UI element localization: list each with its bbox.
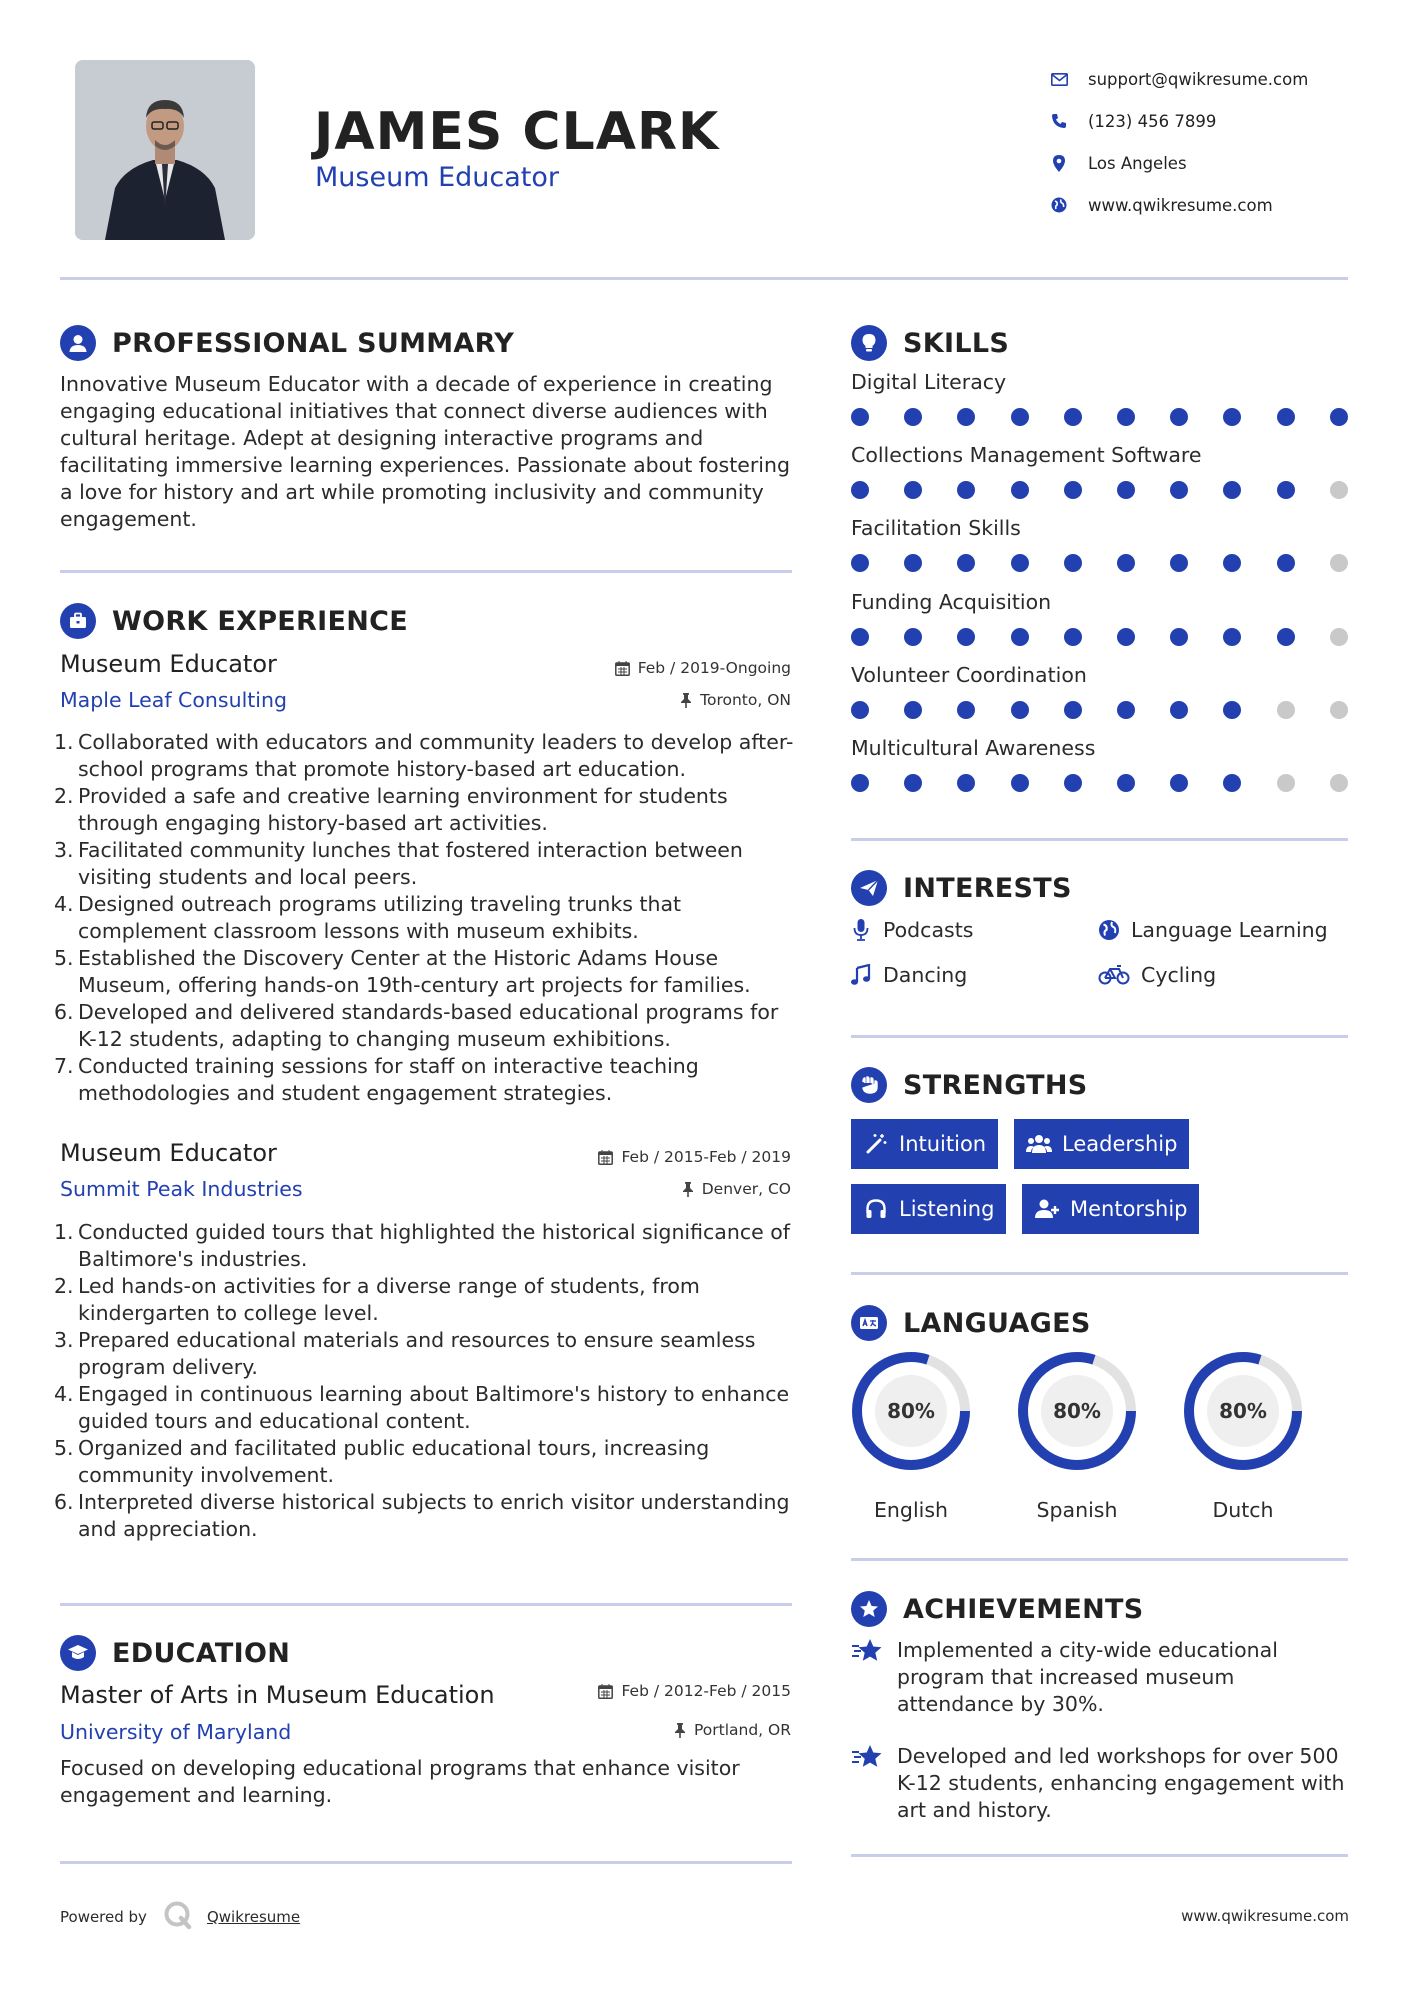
rating-dot-filled bbox=[1064, 408, 1082, 426]
bullet-number: 7. bbox=[54, 1054, 74, 1078]
rating-dot-filled bbox=[1011, 554, 1029, 572]
rating-dot-filled bbox=[851, 701, 869, 719]
envelope-icon bbox=[1050, 70, 1068, 88]
interests-title: INTERESTS bbox=[903, 872, 1072, 904]
bullet-item bbox=[54, 1435, 800, 1489]
bullet-number: 5. bbox=[54, 1436, 74, 1460]
rating-dot-filled bbox=[1330, 408, 1348, 426]
rating-dot-filled bbox=[957, 408, 975, 426]
language-item bbox=[848, 1348, 974, 1522]
footer-website[interactable]: www.qwikresume.com bbox=[1181, 1907, 1349, 1925]
footer-brand-link[interactable]: Qwikresume bbox=[206, 1908, 301, 1926]
bullet-item bbox=[54, 729, 800, 783]
pushpin-icon bbox=[680, 693, 692, 708]
language-name: English bbox=[873, 1498, 949, 1522]
bullet-text: Interpreted diverse historical subjects to enrich visitor understanding and appreciation. bbox=[78, 1490, 790, 1541]
language-name: Dutch bbox=[1212, 1498, 1274, 1522]
rating-dot-filled bbox=[1064, 701, 1082, 719]
language-percent: 80% bbox=[1219, 1399, 1267, 1423]
interest-cycling-label: Cycling bbox=[1141, 963, 1217, 987]
strength-mentorship bbox=[1022, 1184, 1199, 1234]
rating-dot-filled bbox=[957, 628, 975, 646]
rating-dot-filled bbox=[851, 408, 869, 426]
strengths-heading bbox=[851, 1067, 1088, 1103]
job-2-company: Summit Peak Industries bbox=[60, 1177, 303, 1201]
rating-dot-filled bbox=[851, 628, 869, 646]
rating-dot-filled bbox=[904, 481, 922, 499]
bicycle-icon bbox=[1097, 963, 1131, 987]
interest-podcasts-label: Podcasts bbox=[883, 918, 974, 942]
rating-dot-filled bbox=[1117, 408, 1135, 426]
language-percent: 80% bbox=[1053, 1399, 1101, 1423]
microphone-icon bbox=[849, 918, 873, 942]
qwikresume-logo-icon bbox=[163, 1900, 193, 1934]
education-date-text: Feb / 2012-Feb / 2015 bbox=[621, 1682, 791, 1700]
calendar-icon bbox=[615, 661, 630, 676]
strength-intuition bbox=[851, 1119, 998, 1169]
strength-leadership bbox=[1014, 1119, 1189, 1169]
rating-dot-filled bbox=[1170, 408, 1188, 426]
headphones-icon bbox=[863, 1196, 889, 1222]
bullet-item bbox=[54, 945, 800, 999]
contact-website-text: www.qwikresume.com bbox=[1088, 195, 1273, 215]
rating-dot-filled bbox=[957, 554, 975, 572]
rating-dot-filled bbox=[1223, 628, 1241, 646]
rating-dot-filled bbox=[851, 774, 869, 792]
summary-title: PROFESSIONAL SUMMARY bbox=[112, 327, 515, 359]
contact-location bbox=[1050, 142, 1308, 184]
rating-dot-filled bbox=[1011, 774, 1029, 792]
contact-website[interactable] bbox=[1050, 184, 1308, 226]
rating-dot-filled bbox=[1170, 774, 1188, 792]
achievement-text: Developed and led workshops for over 500 K-12 students, enhancing engagement with art and history. bbox=[897, 1744, 1345, 1822]
bullet-text: Conducted training sessions for staff on interactive teaching methodologies and student engagement strategies. bbox=[78, 1054, 699, 1105]
rating-dot-filled bbox=[957, 774, 975, 792]
skill-name: Multicultural Awareness bbox=[851, 736, 1096, 760]
rating-dot-filled bbox=[1223, 481, 1241, 499]
skill-name: Facilitation Skills bbox=[851, 516, 1021, 541]
language-item bbox=[1180, 1348, 1306, 1522]
bullet-text: Facilitated community lunches that fostered interaction between visiting students and local peers. bbox=[78, 838, 743, 889]
job-2-title: Museum Educator bbox=[60, 1139, 277, 1167]
interest-podcasts bbox=[849, 918, 973, 942]
bullet-text: Organized and facilitated public educational tours, increasing community involvement. bbox=[78, 1436, 710, 1487]
calendar-icon bbox=[598, 1150, 613, 1165]
rating-dot-filled bbox=[1223, 774, 1241, 792]
calendar-icon bbox=[598, 1684, 613, 1699]
rating-dot-filled bbox=[904, 701, 922, 719]
bullet-item bbox=[54, 1489, 800, 1543]
globe-icon bbox=[1050, 196, 1068, 214]
rating-dot-filled bbox=[1117, 481, 1135, 499]
magic-wand-icon bbox=[863, 1131, 889, 1157]
skill-name: Digital Literacy bbox=[851, 370, 1007, 394]
rating-dot-filled bbox=[1277, 408, 1295, 426]
skill-name: Collections Management Software bbox=[851, 443, 1202, 468]
strengths-divider bbox=[851, 1272, 1348, 1275]
rating-dot-filled bbox=[1277, 628, 1295, 646]
contact-location-text: Los Angeles bbox=[1088, 153, 1187, 173]
rating-dot-filled bbox=[1011, 628, 1029, 646]
candidate-name: JAMES CLARK bbox=[314, 102, 720, 162]
education-school: University of Maryland bbox=[60, 1720, 292, 1744]
interests-heading bbox=[851, 870, 1072, 906]
users-icon bbox=[1026, 1131, 1052, 1157]
skills-heading bbox=[851, 325, 1009, 361]
profile-photo bbox=[75, 60, 255, 240]
map-pin-icon bbox=[1050, 154, 1068, 172]
pushpin-icon bbox=[674, 1723, 686, 1738]
job-2-location-text: Denver, CO bbox=[701, 1180, 791, 1198]
contact-email-text: support@qwikresume.com bbox=[1088, 69, 1309, 89]
rating-dot-empty bbox=[1330, 701, 1348, 719]
summary-text: Innovative Museum Educator with a decade of experience in creating engaging educational initiatives that connect diverse audiences with cultural heritage. Adept at designing interactive programs and facilitating immersive learning experiences. Passionate about fostering a love for history and art while promoting inclusivity and community engagement. bbox=[60, 372, 790, 531]
bullet-item bbox=[54, 891, 800, 945]
achievement-item bbox=[851, 1743, 1345, 1824]
strength-mentorship-label: Mentorship bbox=[1070, 1197, 1188, 1221]
bullet-item bbox=[54, 1219, 800, 1273]
bullet-number: 2. bbox=[54, 1274, 74, 1298]
star-icon bbox=[851, 1743, 883, 1771]
bullet-text: Collaborated with educators and community leaders to develop after-school programs that promote history-based art education. bbox=[78, 730, 794, 781]
rating-dot-filled bbox=[1170, 554, 1188, 572]
rating-dot-filled bbox=[1064, 481, 1082, 499]
education-title: EDUCATION bbox=[112, 1637, 291, 1669]
achievement-text: Implemented a city-wide educational program that increased museum attendance by 30%. bbox=[897, 1638, 1278, 1716]
interest-language-learning bbox=[1097, 918, 1328, 942]
rating-dot-empty bbox=[1277, 774, 1295, 792]
award-icon bbox=[851, 1591, 887, 1627]
achievements-divider bbox=[851, 1854, 1348, 1857]
language-item bbox=[1014, 1348, 1140, 1522]
rating-dot-filled bbox=[1170, 481, 1188, 499]
powered-by-text: Powered by bbox=[60, 1908, 147, 1926]
contact-block bbox=[1050, 58, 1308, 226]
strength-leadership-label: Leadership bbox=[1062, 1132, 1178, 1156]
bullet-number: 4. bbox=[54, 1382, 74, 1406]
work-title: WORK EXPERIENCE bbox=[112, 605, 408, 637]
rating-dot-filled bbox=[904, 628, 922, 646]
bullet-text: Engaged in continuous learning about Baltimore's history to enhance guided tours and educational content. bbox=[78, 1382, 790, 1433]
interest-language-learning-label: Language Learning bbox=[1131, 918, 1328, 942]
skill-rating bbox=[851, 408, 1356, 428]
skill-rating bbox=[851, 628, 1356, 648]
bullet-item bbox=[54, 1273, 800, 1327]
education-heading bbox=[60, 1635, 290, 1671]
briefcase-icon bbox=[60, 603, 96, 639]
job-2-date bbox=[598, 1148, 791, 1166]
bullet-number: 4. bbox=[54, 892, 74, 916]
strength-intuition-label: Intuition bbox=[899, 1132, 987, 1156]
skill-rating bbox=[851, 481, 1356, 501]
rating-dot-empty bbox=[1330, 774, 1348, 792]
rating-dot-filled bbox=[1223, 701, 1241, 719]
phone-icon bbox=[1050, 112, 1068, 130]
job-2-date-text: Feb / 2015-Feb / 2019 bbox=[621, 1148, 791, 1166]
education-date bbox=[598, 1682, 791, 1700]
rating-dot-filled bbox=[1011, 481, 1029, 499]
bullet-number: 2. bbox=[54, 784, 74, 808]
job-2-bullets bbox=[54, 1219, 800, 1543]
bullet-number: 6. bbox=[54, 1490, 74, 1514]
contact-phone-text: (123) 456 7899 bbox=[1088, 111, 1217, 131]
header-divider bbox=[60, 277, 1348, 280]
globe-icon bbox=[1097, 918, 1121, 942]
bullet-number: 5. bbox=[54, 946, 74, 970]
strength-listening bbox=[851, 1184, 1006, 1234]
achievements-title: ACHIEVEMENTS bbox=[903, 1593, 1144, 1625]
rating-dot-filled bbox=[1117, 628, 1135, 646]
languages-heading bbox=[851, 1305, 1091, 1341]
rating-dot-filled bbox=[1064, 554, 1082, 572]
rating-dot-filled bbox=[957, 701, 975, 719]
skills-divider bbox=[851, 838, 1348, 841]
interest-dancing-label: Dancing bbox=[883, 963, 968, 987]
fist-icon bbox=[851, 1067, 887, 1103]
work-heading bbox=[60, 603, 408, 639]
rating-dot-filled bbox=[1117, 554, 1135, 572]
achievement-item bbox=[851, 1637, 1345, 1718]
education-location bbox=[674, 1721, 791, 1739]
interest-cycling bbox=[1097, 963, 1216, 987]
job-1-bullets bbox=[54, 729, 800, 1107]
rating-dot-filled bbox=[1011, 701, 1029, 719]
job-2-location bbox=[682, 1180, 791, 1198]
rating-dot-filled bbox=[1011, 408, 1029, 426]
interests-divider bbox=[851, 1035, 1348, 1038]
graduation-icon bbox=[60, 1635, 96, 1671]
music-note-icon bbox=[849, 963, 873, 987]
bullet-number: 6. bbox=[54, 1000, 74, 1024]
bullet-item bbox=[54, 1327, 800, 1381]
education-location-text: Portland, OR bbox=[693, 1721, 791, 1739]
skill-name: Volunteer Coordination bbox=[851, 662, 1087, 687]
rating-dot-filled bbox=[1277, 554, 1295, 572]
rating-dot-filled bbox=[957, 481, 975, 499]
footer-powered-by bbox=[60, 1900, 300, 1934]
rating-dot-filled bbox=[851, 481, 869, 499]
bullet-item bbox=[54, 1381, 800, 1435]
bullet-text: Designed outreach programs utilizing traveling trunks that complement classroom lessons with museum exhibits. bbox=[78, 892, 682, 943]
bullet-text: Led hands-on activities for a diverse range of students, from kindergarten to college level. bbox=[78, 1274, 700, 1325]
job-1-date bbox=[615, 659, 791, 677]
rating-dot-filled bbox=[1064, 628, 1082, 646]
education-text: Focused on developing educational programs that enhance visitor engagement and learning. bbox=[60, 1756, 740, 1807]
job-1-location bbox=[680, 691, 791, 709]
user-plus-icon bbox=[1034, 1196, 1060, 1222]
candidate-role: Museum Educator bbox=[315, 162, 559, 193]
job-1-title: Museum Educator bbox=[60, 650, 277, 678]
bullet-text: Prepared educational materials and resources to ensure seamless program delivery. bbox=[78, 1328, 756, 1379]
pushpin-icon bbox=[682, 1182, 694, 1197]
bullet-item bbox=[54, 783, 800, 837]
rating-dot-filled bbox=[1170, 628, 1188, 646]
skill-rating bbox=[851, 774, 1356, 794]
job-1-company: Maple Leaf Consulting bbox=[60, 688, 288, 712]
bullet-item bbox=[54, 837, 800, 891]
rating-dot-filled bbox=[1277, 481, 1295, 499]
achievements-heading bbox=[851, 1591, 1144, 1627]
rating-dot-filled bbox=[1223, 554, 1241, 572]
bullet-text: Conducted guided tours that highlighted the historical significance of Baltimore's industries. bbox=[78, 1220, 791, 1271]
bullet-item bbox=[54, 1053, 800, 1107]
education-degree: Master of Arts in Museum Education bbox=[60, 1681, 495, 1709]
contact-phone[interactable] bbox=[1050, 100, 1308, 142]
bullet-item bbox=[54, 999, 800, 1053]
bullet-text: Provided a safe and creative learning environment for students through engaging history-based art activities. bbox=[78, 784, 728, 835]
summary-divider bbox=[60, 570, 792, 573]
rating-dot-empty bbox=[1330, 628, 1348, 646]
rating-dot-filled bbox=[851, 554, 869, 572]
skill-rating bbox=[851, 554, 1356, 574]
rating-dot-filled bbox=[1223, 408, 1241, 426]
bullet-text: Established the Discovery Center at the Historic Adams House Museum, offering hands-on 19th-century art projects for families. bbox=[78, 946, 751, 997]
bullet-number: 3. bbox=[54, 1328, 74, 1352]
language-name: Spanish bbox=[1036, 1498, 1118, 1522]
rating-dot-filled bbox=[904, 774, 922, 792]
rating-dot-filled bbox=[904, 554, 922, 572]
job-1-location-text: Toronto, ON bbox=[700, 691, 791, 709]
interest-dancing bbox=[849, 963, 967, 987]
strengths-title: STRENGTHS bbox=[903, 1069, 1088, 1101]
contact-email[interactable] bbox=[1050, 58, 1308, 100]
rating-dot-filled bbox=[904, 408, 922, 426]
rating-dot-filled bbox=[1064, 774, 1082, 792]
rating-dot-empty bbox=[1330, 481, 1348, 499]
languages-divider bbox=[851, 1558, 1348, 1561]
bullet-text: Developed and delivered standards-based educational programs for K-12 students, adapting to changing museum exhibitions. bbox=[78, 1000, 779, 1051]
language-percent: 80% bbox=[887, 1399, 935, 1423]
job-1-date-text: Feb / 2019-Ongoing bbox=[637, 659, 791, 677]
bullet-number: 3. bbox=[54, 838, 74, 862]
rating-dot-empty bbox=[1330, 554, 1348, 572]
skills-title: SKILLS bbox=[903, 327, 1010, 359]
bullet-number: 1. bbox=[54, 730, 74, 754]
paper-plane-icon bbox=[851, 870, 887, 906]
language-icon bbox=[851, 1305, 887, 1341]
skill-name: Funding Acquisition bbox=[851, 589, 1052, 614]
rating-dot-filled bbox=[1170, 701, 1188, 719]
bullet-number: 1. bbox=[54, 1220, 74, 1244]
user-icon bbox=[60, 325, 96, 361]
summary-heading bbox=[60, 325, 514, 361]
rating-dot-filled bbox=[1117, 701, 1135, 719]
languages-title: LANGUAGES bbox=[903, 1307, 1091, 1339]
strength-listening-label: Listening bbox=[899, 1197, 995, 1221]
lightbulb-icon bbox=[851, 325, 887, 361]
skill-rating bbox=[851, 701, 1356, 721]
rating-dot-empty bbox=[1277, 701, 1295, 719]
education-divider bbox=[60, 1861, 792, 1864]
rating-dot-filled bbox=[1117, 774, 1135, 792]
work-divider bbox=[60, 1603, 792, 1606]
star-icon bbox=[851, 1637, 883, 1665]
